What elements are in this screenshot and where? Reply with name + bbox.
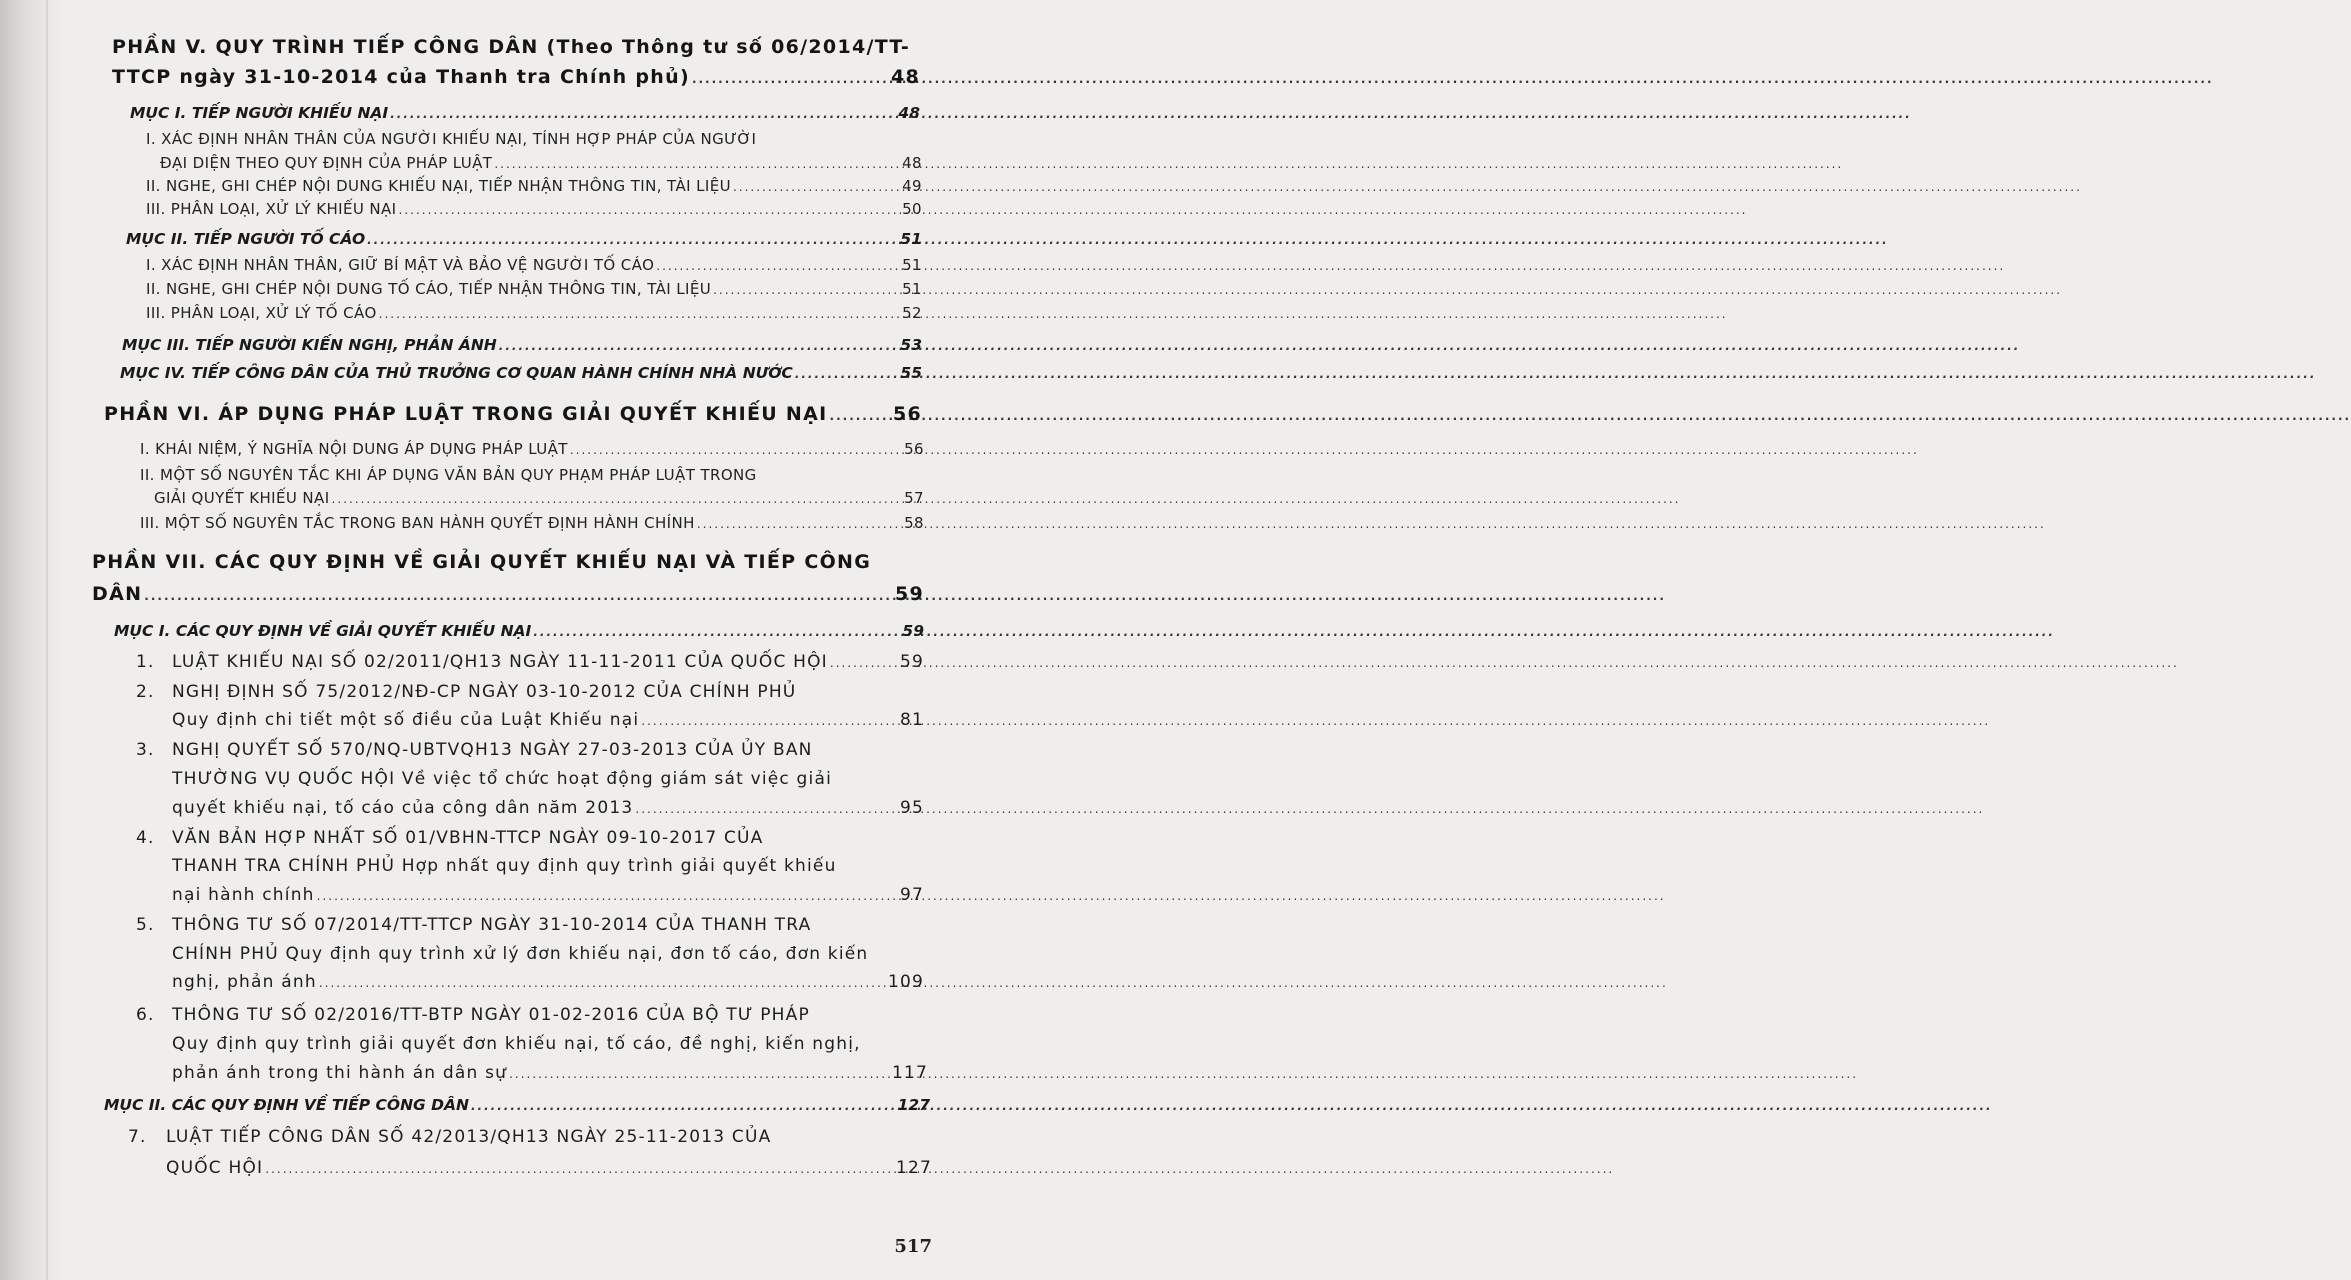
- toc-part-v-line1: PHẦN V. QUY TRÌNH TIẾP CÔNG DÂN (Theo Thông tư số 06/2014/TT-: [112, 36, 911, 58]
- toc-item-line: nại hành chính ..... 97: [172, 885, 924, 905]
- leader-dots: [641, 714, 898, 728]
- toc-item-line: quyết khiếu nại, tố cáo của công dân năm 2013 ..... 95: [172, 798, 924, 818]
- toc-part-vii-line1: PHẦN VII. CÁC QUY ĐỊNH VỀ GIẢI QUYẾT KHIẾU NẠI VÀ TIẾP CÔNG: [92, 551, 872, 573]
- leader-dots: [533, 625, 900, 639]
- toc-law-item-6: 6. THÔNG TƯ SỐ 02/2016/TT-BTP NGÀY 01-02-2016 CỦA BỘ TƯ PHÁP: [136, 1005, 810, 1025]
- toc-item-line: CHÍNH PHỦ Quy định quy trình xử lý đơn khiếu nại, đơn tố cáo, đơn kiến: [172, 944, 869, 964]
- toc-muc-ii-tiep-nguoi-to-cao: MỤC II. TIẾP NGƯỜI TỐ CÁO ..... 51: [126, 230, 922, 248]
- page-ref: 52: [902, 304, 922, 322]
- toc-item-line: THANH TRA CHÍNH PHỦ Hợp nhất quy định quy trình giải quyết khiếu: [172, 856, 837, 876]
- page-ref: 59: [899, 652, 924, 672]
- toc-law-item-3: 3. NGHỊ QUYẾT SỐ 570/NQ-UBTVQH13 NGÀY 27-03-2013 CỦA ỦY BAN: [136, 740, 813, 760]
- toc-item-line: II. NGHE, GHI CHÉP NỘI DUNG KHIẾU NẠI, TIẾP NHẬN THÔNG TIN, TÀI LIỆU ..... 49: [146, 177, 922, 195]
- leader-dots: [144, 589, 893, 603]
- page-ref: 97: [899, 885, 924, 905]
- page-ref: 58: [904, 514, 924, 532]
- leader-dots: [570, 443, 902, 457]
- page-ref: 51: [900, 230, 922, 248]
- toc-law-item-1: 1. LUẬT KHIẾU NẠI SỐ 02/2011/QH13 NGÀY 11-11-2011 CỦA QUỐC HỘI ..... 59: [172, 652, 924, 672]
- toc-item-line: Quy định chi tiết một số điều của Luật Khiếu nại ..... 81: [172, 710, 924, 730]
- leader-dots: [471, 1099, 896, 1113]
- leader-dots: [509, 1067, 890, 1081]
- toc-law-item-7: 7. LUẬT TIẾP CÔNG DÂN SỐ 42/2013/QH13 NGÀY 25-11-2013 CỦA: [128, 1127, 772, 1147]
- toc-item-line: I. XÁC ĐỊNH NHÂN THÂN, GIỮ BÍ MẬT VÀ BẢO VỆ NGƯỜI TỐ CÁO ..... 51: [146, 256, 922, 274]
- page-ref: 48: [902, 154, 922, 172]
- page-ref: 53: [900, 336, 922, 354]
- leader-dots: [830, 656, 898, 670]
- leader-dots: [697, 517, 902, 531]
- toc-item-line: III. PHÂN LOẠI, XỬ LÝ TỐ CÁO ..... 52: [146, 304, 922, 322]
- page-ref: 51: [902, 280, 922, 298]
- leader-dots: [656, 259, 900, 273]
- page-number: 517: [894, 1236, 932, 1257]
- page-ref: 57: [904, 489, 924, 507]
- page-ref: 109: [887, 972, 924, 992]
- leader-dots: [332, 492, 903, 506]
- toc-item-line: phản ánh trong thi hành án dân sự ..... 117: [172, 1063, 928, 1083]
- leader-dots: [713, 283, 900, 297]
- toc-law-item-2: 2. NGHỊ ĐỊNH SỐ 75/2012/NĐ-CP NGÀY 03-10-2012 CỦA CHÍNH PHỦ: [136, 682, 797, 702]
- leader-dots: [733, 180, 900, 194]
- leader-dots: [795, 367, 899, 381]
- toc-part-v-line2: TTCP ngày 31-10-2014 của Thanh tra Chính phủ) ..... 48: [112, 66, 920, 88]
- toc-muc-i-tiep-nguoi-khieu-nai: MỤC I. TIẾP NGƯỜI KHIẾU NẠI ..... 48: [130, 104, 920, 122]
- page-ref: 56: [904, 440, 924, 458]
- leader-dots: [692, 72, 889, 86]
- toc-item-line: THƯỜNG VỤ QUỐC HỘI Về việc tổ chức hoạt động giám sát việc giải: [172, 769, 833, 789]
- page-ref: 49: [902, 177, 922, 195]
- leader-dots: [399, 203, 901, 217]
- leader-dots: [319, 976, 886, 990]
- table-of-contents: [0, 0, 960, 1280]
- toc-item-line: QUỐC HỘI ..... 127: [166, 1158, 932, 1178]
- page-ref: 50: [902, 200, 922, 218]
- page-ref: 117: [891, 1063, 928, 1083]
- toc-part-vi: PHẦN VI. ÁP DỤNG PHÁP LUẬT TRONG GIẢI QUYẾT KHIẾU NẠI ..... 56: [104, 403, 922, 425]
- toc-item-line: I. XÁC ĐỊNH NHÂN THÂN CỦA NGƯỜI KHIẾU NẠI, TÍNH HỢP PHÁP CỦA NGƯỜI: [146, 130, 757, 148]
- leader-dots: [265, 1162, 894, 1176]
- toc-item-line: III. MỘT SỐ NGUYÊN TẮC TRONG BAN HÀNH QUYẾT ĐỊNH HÀNH CHÍNH ..... 58: [140, 514, 924, 532]
- toc-muc-ii-tiep-cong-dan: MỤC II. CÁC QUY ĐỊNH VỀ TIẾP CÔNG DÂN ..... 127: [104, 1096, 930, 1114]
- toc-law-item-5: 5. THÔNG TƯ SỐ 07/2014/TT-TTCP NGÀY 31-10-2014 CỦA THANH TRA: [136, 915, 812, 935]
- toc-law-item-4: 4. VĂN BẢN HỢP NHẤT SỐ 01/VBHN-TTCP NGÀY 09-10-2017 CỦA: [136, 828, 764, 848]
- leader-dots: [830, 409, 891, 423]
- page-ref: 81: [899, 710, 924, 730]
- page-ref: 51: [902, 256, 922, 274]
- toc-muc-iii-tiep-nguoi-kien-nghi: MỤC III. TIẾP NGƯỜI KIẾN NGHỊ, PHẢN ÁNH ..... 53: [122, 336, 922, 354]
- toc-muc-iv-tiep-cong-dan: MỤC IV. TIẾP CÔNG DÂN CỦA THỦ TRƯỞNG CƠ QUAN HÀNH CHÍNH NHÀ NƯỚC ..... 55: [120, 364, 922, 382]
- leader-dots: [499, 339, 899, 353]
- toc-item-line: nghị, phản ánh ..... 109: [172, 972, 924, 992]
- toc-muc-i-giai-quyet-khieu-nai: MỤC I. CÁC QUY ĐỊNH VỀ GIẢI QUYẾT KHIẾU NẠI ..... 59: [114, 622, 924, 640]
- page-ref: 127: [895, 1158, 932, 1178]
- toc-item-line: ĐẠI DIỆN THEO QUY ĐỊNH CỦA PHÁP LUẬT ..... 48: [160, 154, 922, 172]
- leader-dots: [379, 307, 900, 321]
- toc-item-line: II. NGHE, GHI CHÉP NỘI DUNG TỐ CÁO, TIẾP NHẬN THÔNG TIN, TÀI LIỆU ..... 51: [146, 280, 922, 298]
- page-ref: 48: [890, 66, 920, 88]
- page-ref: 59: [902, 622, 924, 640]
- toc-item-line: Quy định quy trình giải quyết đơn khiếu nại, tố cáo, đề nghị, kiến nghị,: [172, 1034, 861, 1054]
- page-ref: 127: [897, 1096, 930, 1114]
- toc-item-line: I. KHÁI NIỆM, Ý NGHĨA NỘI DUNG ÁP DỤNG PHÁP LUẬT ..... 56: [140, 440, 924, 458]
- page-ref: 48: [898, 104, 920, 122]
- toc-item-line: III. PHÂN LOẠI, XỬ LÝ KHIẾU NẠI ..... 50: [146, 200, 922, 218]
- page-ref: 56: [892, 403, 922, 425]
- leader-dots: [317, 889, 898, 903]
- toc-item-line: II. MỘT SỐ NGUYÊN TẮC KHI ÁP DỤNG VĂN BẢN QUY PHẠM PHÁP LUẬT TRONG: [140, 466, 757, 484]
- page-ref: 55: [900, 364, 922, 382]
- leader-dots: [494, 157, 900, 171]
- toc-item-line: GIẢI QUYẾT KHIẾU NẠI ..... 57: [154, 489, 924, 507]
- toc-part-vii-line2: DÂN ..... 59: [92, 583, 924, 605]
- leader-dots: [390, 107, 896, 121]
- leader-dots: [367, 233, 898, 247]
- page-ref: 95: [899, 798, 924, 818]
- page-ref: 59: [894, 583, 924, 605]
- leader-dots: [635, 802, 898, 816]
